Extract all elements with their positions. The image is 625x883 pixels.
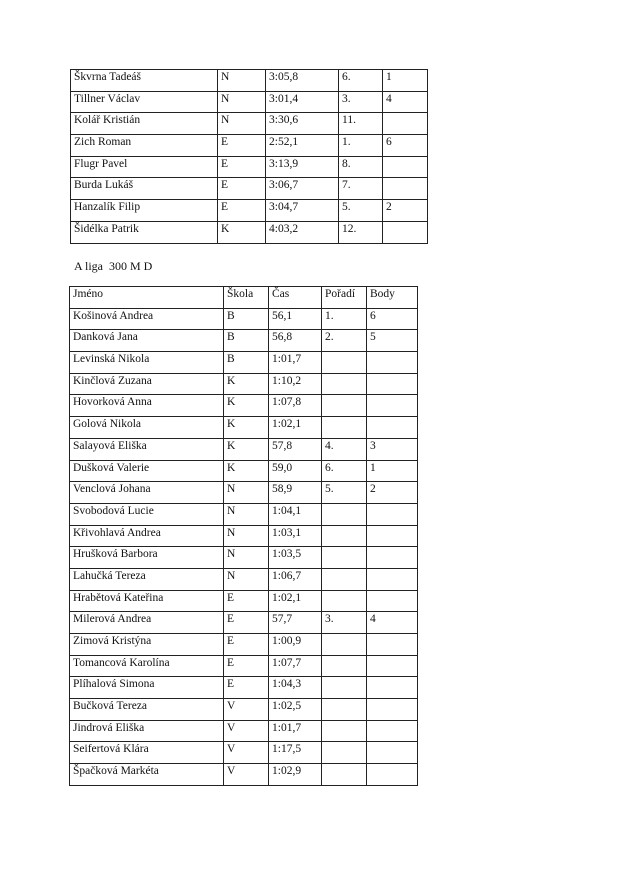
school-cell: N <box>218 113 266 135</box>
rank-cell <box>322 742 367 764</box>
rank-cell: 3. <box>339 91 383 113</box>
time-cell: 1:04,1 <box>269 503 322 525</box>
time-cell: 1:07,8 <box>269 395 322 417</box>
name-cell: Zich Roman <box>71 135 218 157</box>
header-cell-rank: Pořadí <box>322 287 367 309</box>
time-cell: 1:06,7 <box>269 568 322 590</box>
points-cell <box>367 352 418 374</box>
points-cell <box>367 655 418 677</box>
name-cell: Škvrna Tadeáš <box>71 70 218 92</box>
school-cell: B <box>224 308 269 330</box>
name-cell: Burda Lukáš <box>71 178 218 200</box>
header-cell-points: Body <box>367 287 418 309</box>
name-cell: Špačková Markéta <box>70 764 224 786</box>
points-cell <box>367 395 418 417</box>
table-row <box>71 70 428 92</box>
section-heading: A liga 300 M D <box>74 259 153 273</box>
points-cell: 4 <box>367 612 418 634</box>
name-cell: Danková Jana <box>70 330 224 352</box>
school-cell: E <box>224 590 269 612</box>
rank-cell <box>322 764 367 786</box>
points-cell: 6 <box>367 308 418 330</box>
points-cell: 6 <box>383 135 428 157</box>
points-cell: 4 <box>383 91 428 113</box>
name-cell: Golová Nikola <box>70 417 224 439</box>
rank-cell: 7. <box>339 178 383 200</box>
table-row <box>71 91 428 113</box>
time-cell: 4:03,2 <box>266 221 339 243</box>
school-cell: B <box>224 330 269 352</box>
points-cell <box>367 417 418 439</box>
table-row <box>70 308 418 330</box>
rank-cell <box>322 590 367 612</box>
time-cell: 3:04,7 <box>266 200 339 222</box>
school-cell: E <box>218 200 266 222</box>
rank-cell: 3. <box>322 612 367 634</box>
header-row <box>70 287 418 309</box>
name-cell: Hovorková Anna <box>70 395 224 417</box>
points-cell <box>383 178 428 200</box>
school-cell: N <box>218 70 266 92</box>
school-cell: E <box>224 634 269 656</box>
table-row <box>70 547 418 569</box>
table-row <box>70 460 418 482</box>
table-row <box>70 417 418 439</box>
rank-cell: 1. <box>339 135 383 157</box>
table-row <box>70 373 418 395</box>
school-cell: N <box>224 482 269 504</box>
points-cell <box>367 764 418 786</box>
table-row <box>70 655 418 677</box>
rank-cell: 11. <box>339 113 383 135</box>
school-cell: K <box>224 373 269 395</box>
school-cell: E <box>224 612 269 634</box>
table-row <box>70 764 418 786</box>
school-cell: N <box>224 547 269 569</box>
name-cell: Šidélka Patrik <box>71 221 218 243</box>
points-cell <box>383 221 428 243</box>
name-cell: Hanzalík Filip <box>71 200 218 222</box>
rank-cell: 8. <box>339 156 383 178</box>
school-cell: K <box>224 395 269 417</box>
time-cell: 57,7 <box>269 612 322 634</box>
time-cell: 1:01,7 <box>269 352 322 374</box>
points-cell: 2 <box>367 482 418 504</box>
table-row <box>70 352 418 374</box>
table-row <box>71 221 428 243</box>
points-cell <box>367 568 418 590</box>
results-table-top <box>70 69 428 244</box>
table-row <box>70 482 418 504</box>
school-cell: K <box>224 460 269 482</box>
rank-cell: 6. <box>339 70 383 92</box>
time-cell: 1:03,1 <box>269 525 322 547</box>
name-cell: Kolář Kristián <box>71 113 218 135</box>
table-row <box>71 135 428 157</box>
name-cell: Zimová Kristýna <box>70 634 224 656</box>
header-cell-time: Čas <box>269 287 322 309</box>
table-row <box>70 742 418 764</box>
points-cell: 2 <box>383 200 428 222</box>
table-row <box>70 395 418 417</box>
time-cell: 56,1 <box>269 308 322 330</box>
table-row <box>70 590 418 612</box>
points-cell <box>367 373 418 395</box>
rank-cell <box>322 634 367 656</box>
name-cell: Košinová Andrea <box>70 308 224 330</box>
school-cell: N <box>224 525 269 547</box>
rank-cell <box>322 417 367 439</box>
table-row <box>70 677 418 699</box>
table-row <box>70 503 418 525</box>
table-row <box>70 634 418 656</box>
school-cell: E <box>224 655 269 677</box>
results-table-main-body <box>70 308 418 785</box>
time-cell: 1:07,7 <box>269 655 322 677</box>
time-cell: 1:10,2 <box>269 373 322 395</box>
time-cell: 1:17,5 <box>269 742 322 764</box>
school-cell: N <box>218 91 266 113</box>
school-cell: V <box>224 742 269 764</box>
school-cell: N <box>224 503 269 525</box>
header-cell-school: Škola <box>224 287 269 309</box>
points-cell <box>367 503 418 525</box>
school-cell: K <box>218 221 266 243</box>
table-row <box>71 113 428 135</box>
points-cell: 5 <box>367 330 418 352</box>
time-cell: 1:04,3 <box>269 677 322 699</box>
rank-cell <box>322 352 367 374</box>
name-cell: Plíhalová Simona <box>70 677 224 699</box>
points-cell: 1 <box>367 460 418 482</box>
rank-cell: 4. <box>322 438 367 460</box>
points-cell <box>383 156 428 178</box>
name-cell: Svobodová Lucie <box>70 503 224 525</box>
time-cell: 58,9 <box>269 482 322 504</box>
table-row <box>70 699 418 721</box>
name-cell: Milerová Andrea <box>70 612 224 634</box>
name-cell: Jindrová Eliška <box>70 720 224 742</box>
points-cell <box>367 677 418 699</box>
time-cell: 1:03,5 <box>269 547 322 569</box>
points-cell <box>367 634 418 656</box>
school-cell: K <box>224 438 269 460</box>
table-row <box>70 438 418 460</box>
school-cell: V <box>224 764 269 786</box>
table-row <box>70 720 418 742</box>
school-cell: E <box>218 156 266 178</box>
name-cell: Kinčlová Zuzana <box>70 373 224 395</box>
rank-cell: 12. <box>339 221 383 243</box>
points-cell <box>367 720 418 742</box>
rank-cell <box>322 525 367 547</box>
rank-cell <box>322 568 367 590</box>
points-cell <box>367 699 418 721</box>
rank-cell <box>322 655 367 677</box>
time-cell: 1:02,5 <box>269 699 322 721</box>
school-cell: K <box>224 417 269 439</box>
results-table-top-body <box>71 70 428 244</box>
time-cell: 3:05,8 <box>266 70 339 92</box>
rank-cell <box>322 503 367 525</box>
name-cell: Lahučká Tereza <box>70 568 224 590</box>
name-cell: Hrušková Barbora <box>70 547 224 569</box>
school-cell: E <box>218 178 266 200</box>
school-cell: V <box>224 699 269 721</box>
name-cell: Křivohlavá Andrea <box>70 525 224 547</box>
points-cell <box>367 547 418 569</box>
rank-cell <box>322 547 367 569</box>
rank-cell <box>322 699 367 721</box>
school-cell: V <box>224 720 269 742</box>
points-cell <box>367 590 418 612</box>
name-cell: Hrabětová Kateřina <box>70 590 224 612</box>
header-cell-name: Jméno <box>70 287 224 309</box>
name-cell: Flugr Pavel <box>71 156 218 178</box>
points-cell: 1 <box>383 70 428 92</box>
school-cell: E <box>218 135 266 157</box>
rank-cell <box>322 720 367 742</box>
rank-cell <box>322 677 367 699</box>
time-cell: 56,8 <box>269 330 322 352</box>
time-cell: 3:06,7 <box>266 178 339 200</box>
rank-cell <box>322 395 367 417</box>
school-cell: E <box>224 677 269 699</box>
points-cell <box>367 525 418 547</box>
time-cell: 57,8 <box>269 438 322 460</box>
results-table-main <box>69 286 418 786</box>
name-cell: Bučková Tereza <box>70 699 224 721</box>
time-cell: 2:52,1 <box>266 135 339 157</box>
name-cell: Venclová Johana <box>70 482 224 504</box>
name-cell: Dušková Valerie <box>70 460 224 482</box>
time-cell: 3:01,4 <box>266 91 339 113</box>
points-cell: 3 <box>367 438 418 460</box>
name-cell: Tillner Václav <box>71 91 218 113</box>
rank-cell: 5. <box>322 482 367 504</box>
table-row <box>70 330 418 352</box>
name-cell: Seifertová Klára <box>70 742 224 764</box>
time-cell: 1:02,9 <box>269 764 322 786</box>
school-cell: N <box>224 568 269 590</box>
table-row <box>71 178 428 200</box>
table-row <box>70 568 418 590</box>
time-cell: 3:13,9 <box>266 156 339 178</box>
rank-cell: 1. <box>322 308 367 330</box>
points-cell <box>383 113 428 135</box>
name-cell: Levinská Nikola <box>70 352 224 374</box>
time-cell: 59,0 <box>269 460 322 482</box>
time-cell: 1:02,1 <box>269 417 322 439</box>
time-cell: 1:01,7 <box>269 720 322 742</box>
time-cell: 3:30,6 <box>266 113 339 135</box>
table-row <box>70 525 418 547</box>
table-row <box>70 612 418 634</box>
points-cell <box>367 742 418 764</box>
rank-cell: 6. <box>322 460 367 482</box>
rank-cell: 2. <box>322 330 367 352</box>
school-cell: B <box>224 352 269 374</box>
time-cell: 1:00,9 <box>269 634 322 656</box>
rank-cell: 5. <box>339 200 383 222</box>
time-cell: 1:02,1 <box>269 590 322 612</box>
rank-cell <box>322 373 367 395</box>
name-cell: Tomancová Karolína <box>70 655 224 677</box>
results-table-main-header <box>70 287 418 309</box>
table-row <box>71 200 428 222</box>
table-row <box>71 156 428 178</box>
name-cell: Salayová Eliška <box>70 438 224 460</box>
